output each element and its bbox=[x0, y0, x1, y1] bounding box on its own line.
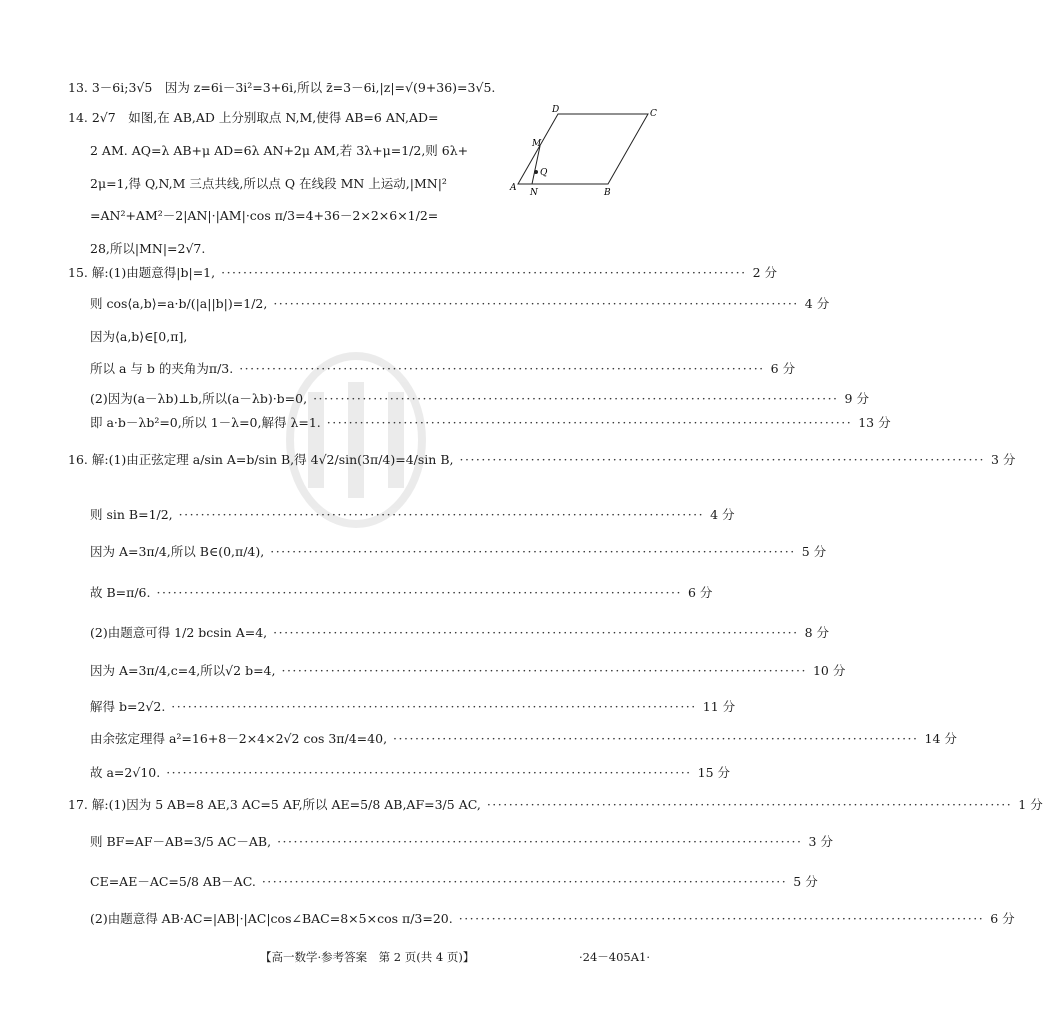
leader-dots: ································································································ bbox=[277, 834, 803, 849]
label-A: A bbox=[510, 183, 517, 193]
leader-dots: ································································································ bbox=[486, 797, 1013, 812]
label-D: D bbox=[552, 105, 560, 115]
leader-dots: ································································································ bbox=[156, 585, 682, 600]
label-C: C bbox=[650, 109, 657, 119]
answer-14-line5: 28,所以|MN|=2√7. bbox=[90, 241, 206, 256]
leader-dots: ································································································ bbox=[281, 663, 807, 678]
leader-dots: ································································································ bbox=[326, 415, 853, 430]
points-label: 3 分 bbox=[808, 834, 833, 849]
solution-16-line6: 因为 A=3π/4,c=4,所以√2 b=4, ································································································ 10 分 bbox=[90, 663, 846, 678]
label-N: N bbox=[530, 188, 538, 198]
answer-14-line1: 14. 2√7 如图,在 AB,AD 上分别取点 N,M,使得 AB=6 AN,AD= bbox=[68, 110, 439, 125]
footer-code: ·24－405A1· bbox=[578, 950, 650, 964]
points-label: 4 分 bbox=[804, 296, 830, 311]
answer-14-line4: =AN²+AM²－2|AN|·|AM|·cos π/3=4+36－2×2×6×1/2= bbox=[90, 208, 439, 223]
leader-dots: ································································································ bbox=[459, 452, 985, 467]
points-label: 2 分 bbox=[752, 265, 777, 280]
points-label: 6 分 bbox=[990, 911, 1015, 926]
points-label: 8 分 bbox=[804, 625, 830, 640]
points-label: 1 分 bbox=[1018, 797, 1043, 812]
footer-title: 【高一数学·参考答案 第 2 页(共 4 页)】 bbox=[260, 950, 475, 964]
solution-16-line7: 解得 b=2√2. ································································································ 11 分 bbox=[90, 699, 736, 714]
points-label: 14 分 bbox=[924, 731, 957, 746]
solution-15-line1: 15. 解:(1)由题意得|b|=1, ································································································ 2 分 bbox=[68, 265, 777, 280]
points-label: 10 分 bbox=[812, 663, 846, 678]
solution-16-line1: 16. 解:(1)由正弦定理 a/sin A=b/sin B,得 4√2/sin(3π/4)=4/sin B, ································································································ 3 分 bbox=[68, 452, 1016, 467]
solution-16-line9: 故 a=2√10. ································································································ 15 分 bbox=[90, 765, 731, 780]
points-label: 5 分 bbox=[801, 544, 827, 559]
parallelogram-figure bbox=[508, 104, 658, 196]
leader-dots: ································································································ bbox=[166, 765, 692, 780]
leader-dots: ································································································ bbox=[273, 296, 799, 311]
leader-dots: ································································································ bbox=[178, 507, 705, 522]
leader-dots: ································································································ bbox=[221, 265, 747, 280]
points-label: 9 分 bbox=[844, 391, 869, 406]
solution-17-line4: (2)由题意得 AB·AC=|AB|·|AC|cos∠BAC=8×5×cos π/3=20. ································································································ 6 分 bbox=[90, 911, 1015, 926]
points-label: 13 分 bbox=[858, 415, 891, 430]
points-label: 6 分 bbox=[687, 585, 713, 600]
leader-dots: ································································································ bbox=[273, 625, 799, 640]
leader-dots: ································································································ bbox=[313, 391, 839, 406]
points-label: 6 分 bbox=[770, 361, 796, 376]
solution-16-line2: 则 sin B=1/2, ································································································ 4 分 bbox=[90, 507, 735, 522]
solution-17-line3: CE=AE－AC=5/8 AB－AC. ································································································ 5 分 bbox=[90, 874, 818, 889]
solution-17-line1: 17. 解:(1)因为 5 AB=8 AE,3 AC=5 AF,所以 AE=5/8 AB,AF=3/5 AC, ································································································ 1 分 bbox=[68, 797, 1043, 812]
leader-dots: ································································································ bbox=[171, 699, 697, 714]
solution-16-line4: 故 B=π/6. ································································································ 6 分 bbox=[90, 585, 713, 600]
label-B: B bbox=[604, 188, 611, 198]
solution-15-line4: 所以 a 与 b 的夹角为π/3. ································································································ 6 分 bbox=[90, 361, 796, 376]
points-label: 11 分 bbox=[702, 699, 736, 714]
solution-15-line3: 因为⟨a,b⟩∈[0,π], bbox=[90, 329, 188, 344]
leader-dots: ································································································ bbox=[261, 874, 788, 889]
answer-14-line3: 2μ=1,得 Q,N,M 三点共线,所以点 Q 在线段 MN 上运动,|MN|² bbox=[90, 176, 447, 191]
points-label: 15 分 bbox=[697, 765, 731, 780]
points-label: 5 分 bbox=[793, 874, 818, 889]
solution-16-line8: 由余弦定理得 a²=16+8－2×4×2√2 cos 3π/4=40, ································································································ 14 分 bbox=[90, 731, 957, 746]
solution-15-line5: (2)因为(a－λb)⊥b,所以(a－λb)·b=0, ································································································ 9 分 bbox=[90, 391, 869, 406]
solution-15-line2: 则 cos⟨a,b⟩=a·b/(|a||b|)=1/2, ································································································ 4 分 bbox=[90, 296, 830, 311]
label-M: M bbox=[532, 139, 542, 149]
answer-14-line2: 2 AM. AQ=λ AB+μ AD=6λ AN+2μ AM,若 3λ+μ=1/2,则 6λ+ bbox=[90, 143, 469, 158]
leader-dots: ································································································ bbox=[270, 544, 796, 559]
solution-17-line2: 则 BF=AF－AB=3/5 AC－AB, ································································································ 3 分 bbox=[90, 834, 833, 849]
answer-13: 13. 3－6i;3√5 因为 z=6i－3i²=3+6i,所以 z̄=3－6i,|z|=√(9+36)=3√5. bbox=[68, 80, 496, 95]
watermark-seal bbox=[286, 352, 426, 528]
points-label: 4 分 bbox=[710, 507, 735, 522]
leader-dots: ································································································ bbox=[239, 361, 765, 376]
solution-16-line5: (2)由题意可得 1/2 bcsin A=4, ································································································ 8 分 bbox=[90, 625, 830, 640]
solution-15-line6: 即 a·b－λb²=0,所以 1－λ=0,解得 λ=1. ································································································ 13 分 bbox=[90, 415, 891, 430]
points-label: 3 分 bbox=[990, 452, 1016, 467]
solution-16-line3: 因为 A=3π/4,所以 B∈(0,π/4), ································································································ 5 分 bbox=[90, 544, 827, 559]
leader-dots: ································································································ bbox=[393, 731, 919, 746]
leader-dots: ································································································ bbox=[458, 911, 985, 926]
label-Q: Q bbox=[540, 168, 548, 178]
